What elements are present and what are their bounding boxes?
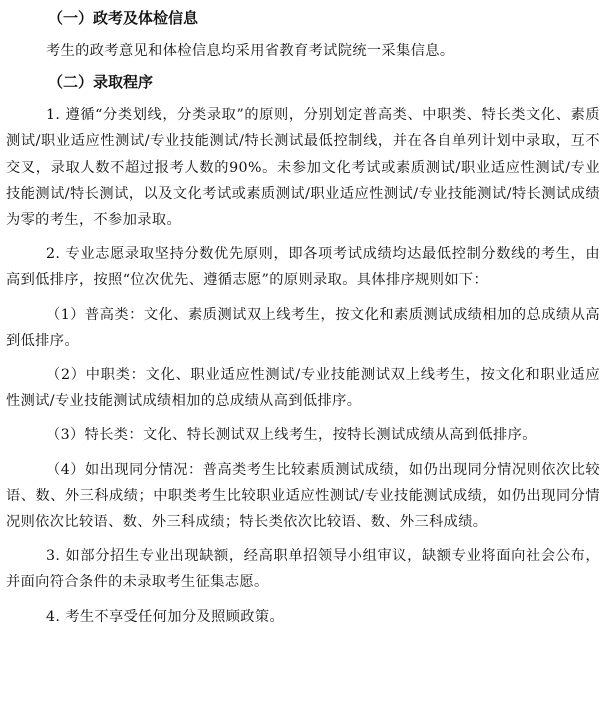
admission-paragraph-4: 4. 考生不享受任何加分及照顾政策。 xyxy=(46,608,285,625)
admission-paragraph-2-4: （4）如出现同分情况：普高类考生比较素质测试成绩，如仍出现同分情况则依次比较语、数、外三科成绩；中职类考生比较职业适应性测试/专业技能测试成绩，如仍出现同分情况则依次比较语、数、外三科成绩；特长类依次比较语、数、外三科成绩。 xyxy=(6,461,600,531)
exam-info-paragraph: 考生的政考意见和体检信息均采用省教育考试院统一采集信息。 xyxy=(46,43,455,59)
admission-paragraph-2-3: （3）特长类：文化、特长测试双上线考生，按特长测试成绩从高到低排序。 xyxy=(46,427,537,444)
section-heading-exam-info: （一）政考及体检信息 xyxy=(48,9,199,27)
section-heading-admission: （二）录取程序 xyxy=(48,73,154,92)
admission-paragraph-1: 1. 遵循“分类划线，分类录取”的原则，分别划定普高类、中职类、特长类文化、素质测试/职业适应性测试/专业技能测试/特长测试最低控制线，并在各自单列计划中录取，互不交叉，录取人数不超过报考人数的90%。未参加文化考试或素质测试/职业适应性测试/专业技能测试/特长测试，以及文化考试或素质测试/职业适应性测试/专业技能测试/特长测试成绩为零的考生，不参加录取。 xyxy=(6,107,600,229)
admission-paragraph-3: 3. 如部分招生专业出现缺额，经高职单招领导小组审议，缺额专业将面向社会公布，并面向符合条件的未录取考生征集志愿。 xyxy=(6,548,600,591)
admission-paragraph-2: 2. 专业志愿录取坚持分数优先原则，即各项考试成绩均达最低控制分数线的考生，由高到低排序，按照“位次优先、遵循志愿”的原则录取。具体排序规则如下： xyxy=(6,246,600,289)
admission-paragraph-2-1: （1）普高类：文化、素质测试双上线考生，按文化和素质测试成绩相加的总成绩从高到低排序。 xyxy=(6,306,600,349)
admission-paragraph-2-2: （2）中职类：文化、职业适应性测试/专业技能测试双上线考生，按文化和职业适应性测试/专业技能测试成绩相加的总成绩从高到低排序。 xyxy=(6,367,600,410)
